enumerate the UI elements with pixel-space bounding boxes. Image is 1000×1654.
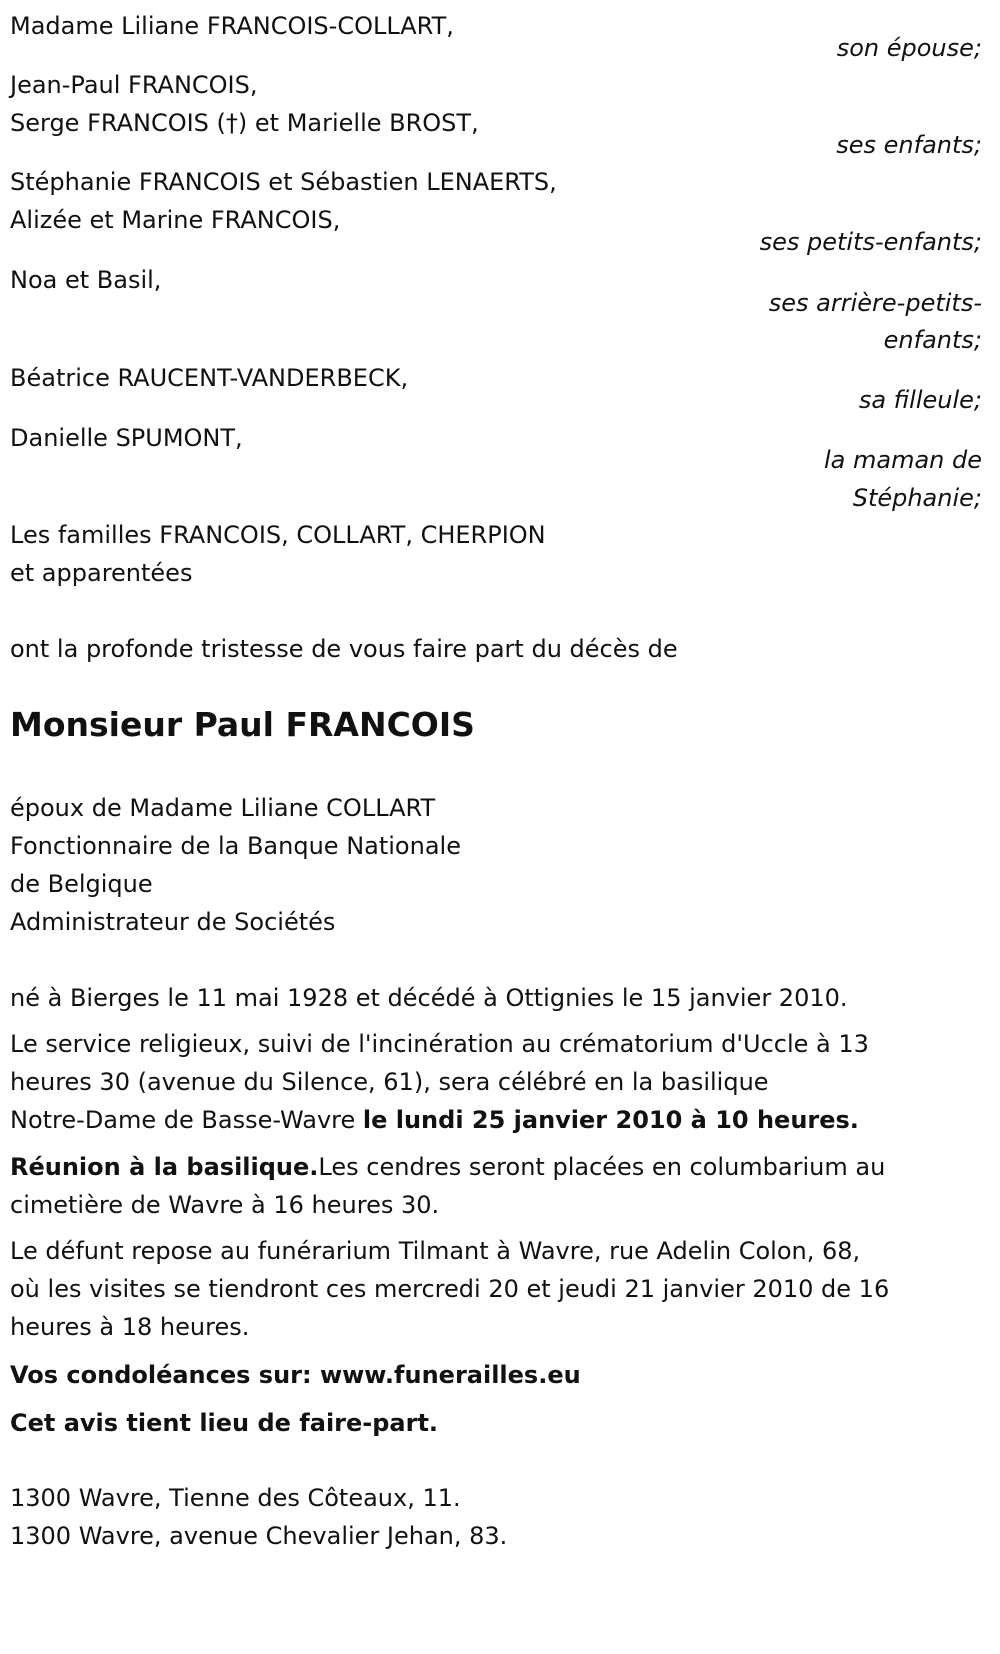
families-line-2: et apparentées — [10, 559, 193, 587]
visit-line-3: heures à 18 heures. — [10, 1313, 250, 1341]
great-grandchildren: Noa et Basil, — [10, 266, 162, 294]
service-line-1: Le service religieux, suivi de l'incinération au crématorium d'Uccle à 13 — [10, 1030, 869, 1058]
reunion-text: Les cendres seront placées en columbarium au — [318, 1153, 886, 1181]
address-line-2: 1300 Wavre, avenue Chevalier Jehan, 83. — [10, 1522, 508, 1550]
mother-of-role-line-1: la maman de — [823, 446, 982, 474]
spouse-role: son épouse; — [836, 34, 982, 62]
details-line-4: Administrateur de Sociétés — [10, 908, 336, 936]
grandchildren-line-2: Alizée et Marine FRANCOIS, — [10, 206, 341, 234]
grandchildren-line-1: Stéphanie FRANCOIS et Sébastien LENAERTS, — [10, 168, 557, 196]
details-line-1: époux de Madame Liliane COLLART — [10, 794, 436, 822]
details-line-2: Fonctionnaire de la Banque Nationale — [10, 832, 461, 860]
details-line-3: de Belgique — [10, 870, 153, 898]
service-date: le lundi 25 janvier 2010 à 10 heures. — [362, 1106, 859, 1134]
service-line-2: heures 30 (avenue du Silence, 61), sera célébré en la basilique — [10, 1068, 769, 1096]
visit-line-1: Le défunt repose au funérarium Tilmant à Wavre, rue Adelin Colon, 68, — [10, 1237, 861, 1265]
children-line-1: Jean-Paul FRANCOIS, — [10, 71, 258, 99]
notice: Cet avis tient lieu de faire-part. — [10, 1409, 439, 1437]
visit-line-2: où les visites se tiendront ces mercredi 20 et jeudi 21 janvier 2010 de 16 — [10, 1275, 890, 1303]
service-place: Notre-Dame de Basse-Wavre — [10, 1106, 363, 1134]
service-line-3 — [10, 1100, 859, 1140]
families-line-1: Les familles FRANCOIS, COLLART, CHERPION — [10, 521, 546, 549]
address-line-1: 1300 Wavre, Tienne des Côteaux, 11. — [10, 1484, 461, 1512]
goddaughter-role: sa filleule; — [858, 386, 982, 414]
children-role: ses enfants; — [836, 131, 982, 159]
condolences: Vos condoléances sur: www.funerailles.eu — [10, 1361, 581, 1389]
great-grandchildren-role-line-1: ses arrière-petits- — [768, 289, 982, 317]
mother-of: Danielle SPUMONT, — [10, 424, 243, 452]
spouse-name: Madame Liliane FRANCOIS-COLLART, — [10, 12, 454, 40]
reunion-line-1 — [10, 1147, 885, 1187]
children-line-2: Serge FRANCOIS (†) et Marielle BROST, — [10, 109, 479, 137]
reunion-line-2: cimetière de Wavre à 16 heures 30. — [10, 1191, 440, 1219]
announcement: ont la profonde tristesse de vous faire part du décès de — [10, 635, 678, 663]
deceased-name: Monsieur Paul FRANCOIS — [10, 705, 475, 744]
great-grandchildren-role-line-2: enfants; — [883, 326, 982, 354]
goddaughter: Béatrice RAUCENT-VANDERBECK, — [10, 364, 409, 392]
reunion-heading: Réunion à la basilique. — [10, 1153, 319, 1181]
mother-of-role-line-2: Stéphanie; — [852, 484, 982, 512]
birth-death-dates: né à Bierges le 11 mai 1928 et décédé à Ottignies le 15 janvier 2010. — [10, 984, 848, 1012]
grandchildren-role: ses petits-enfants; — [759, 228, 982, 256]
